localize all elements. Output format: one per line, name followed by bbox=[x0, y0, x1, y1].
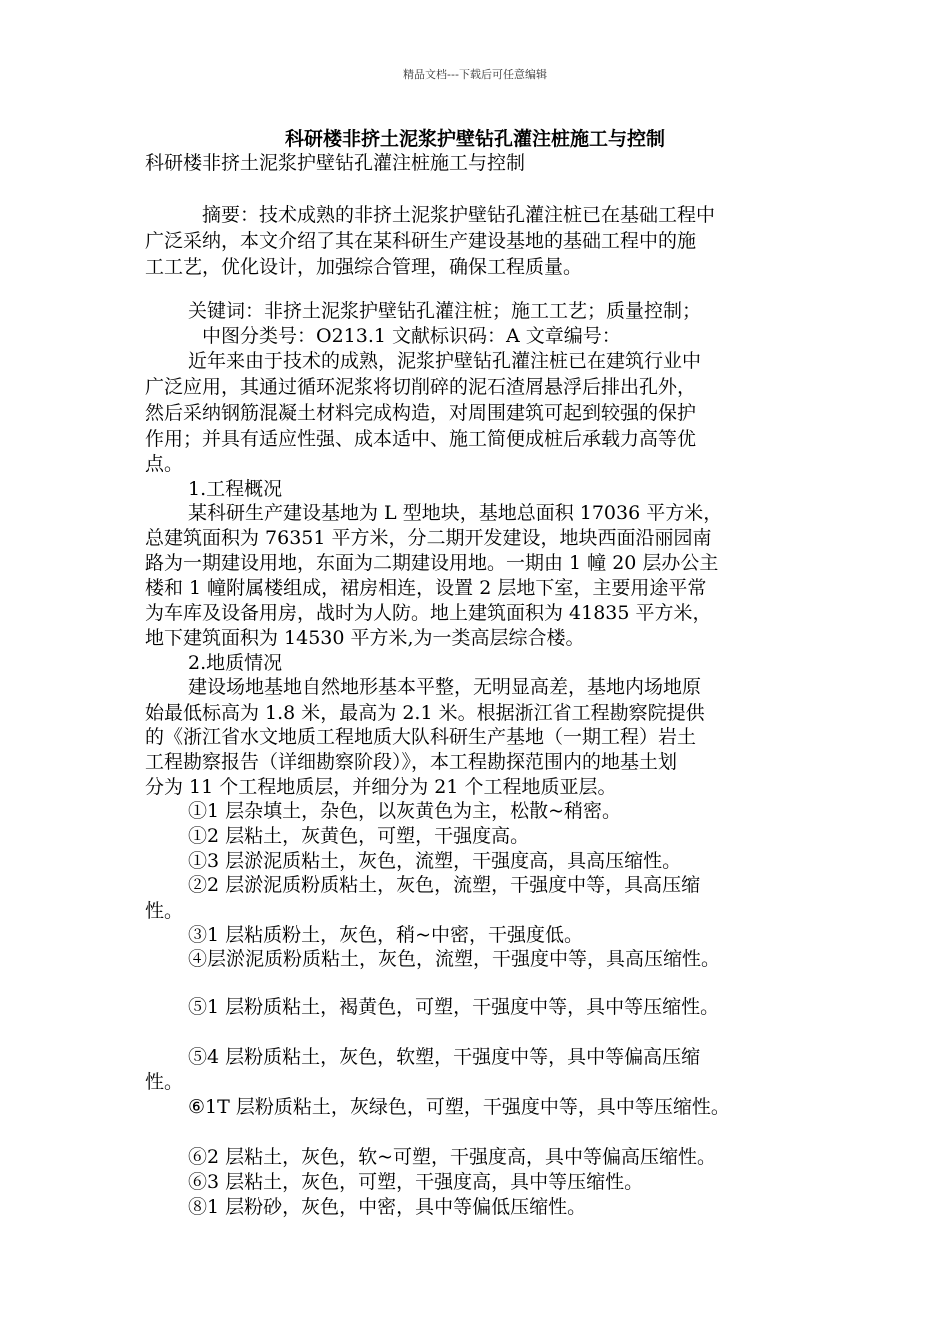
paragraph-line: 点。 bbox=[145, 453, 184, 475]
soil-layer-item: ⑤4 层粉质粘土，灰色，软塑，干强度中等，具中等偏高压缩 bbox=[188, 1046, 701, 1068]
paragraph-line: 建设场地基地自然地形基本平整，无明显高差，基地内场地原 bbox=[188, 676, 702, 698]
soil-layer-item: ④层淤泥质粉质粘土，灰色，流塑，干强度中等，具高压缩性。 bbox=[188, 948, 721, 970]
paragraph-line: 地下建筑面积为 14530 平方米,为一类高层综合楼。 bbox=[145, 627, 585, 649]
soil-layer-item: ⑥3 层粘土，灰色，可塑，干强度高，具中等压缩性。 bbox=[188, 1171, 644, 1193]
soil-layer-item: ⑥1T 层粉质粘土，灰绿色，可塑，干强度中等，具中等压缩性。 bbox=[188, 1096, 730, 1118]
abstract-line: 广泛采纳，本文介绍了其在某科研生产建设基地的基础工程中的施 bbox=[145, 230, 697, 252]
page-header: 精品文档---下载后可任意编辑 bbox=[403, 68, 547, 81]
classification-line: 中图分类号：O213.1 文献标识码：A 文章编号： bbox=[202, 325, 621, 347]
document-title: 科研楼非挤土泥浆护壁钻孔灌注桩施工与控制 bbox=[284, 128, 665, 150]
soil-layer-item: 性。 bbox=[145, 1071, 184, 1093]
section-heading: 2.地质情况 bbox=[188, 652, 283, 674]
paragraph-line: 然后采纳钢筋混凝土材料完成构造，对周围建筑可起到较强的保护 bbox=[145, 402, 697, 424]
soil-layer-item: 性。 bbox=[145, 900, 184, 922]
soil-layer-item: ⑧1 层粉砂，灰色，中密，具中等偏低压缩性。 bbox=[188, 1196, 587, 1218]
paragraph-line: 某科研生产建设基地为 L 型地块，基地总面积 17036 平方米， bbox=[188, 502, 723, 524]
abstract-line: 工工艺，优化设计，加强综合管理，确保工程质量。 bbox=[145, 256, 583, 278]
paragraph-line: 总建筑面积为 76351 平方米，分二期开发建设，地块西面沿丽园南 bbox=[145, 527, 712, 549]
paragraph-line: 为车库及设备用房，战时为人防。地上建筑面积为 41835 平方米， bbox=[145, 602, 712, 624]
paragraph-line: 始最低标高为 1.8 米，最高为 2.1 米。根据浙江省工程勘察院提供 bbox=[145, 702, 705, 724]
section-heading: 1.工程概况 bbox=[188, 478, 283, 500]
paragraph-line: 楼和 1 幢附属楼组成，裙房相连，设置 2 层地下室，主要用途平常 bbox=[145, 577, 707, 599]
paragraph-line: 的《浙江省水文地质工程地质大队科研生产基地（一期工程）岩土 bbox=[145, 726, 697, 748]
paragraph-line: 路为一期建设用地，东面为二期建设用地。一期由 1 幢 20 层办公主 bbox=[145, 552, 719, 574]
paragraph-line: 作用；并具有适应性强、成本适中、施工简便成桩后承载力高等优 bbox=[145, 428, 697, 450]
paragraph-line: 分为 11 个工程地质层，并细分为 21 个工程地质亚层。 bbox=[145, 776, 617, 798]
subtitle-line: 科研楼非挤土泥浆护壁钻孔灌注桩施工与控制 bbox=[145, 152, 526, 174]
soil-layer-item: ②2 层淤泥质粉质粘土，灰色，流塑，干强度中等，具高压缩 bbox=[188, 874, 701, 896]
soil-layer-item: ⑤1 层粉质粘土，褐黄色，可塑，干强度中等，具中等压缩性。 bbox=[188, 996, 720, 1018]
paragraph-line: 工程勘察报告（详细勘察阶段）》，本工程勘探范围内的地基土划 bbox=[145, 751, 678, 773]
keywords-line: 关键词：非挤土泥浆护壁钻孔灌注桩；施工工艺；质量控制； bbox=[188, 300, 702, 322]
abstract-line: 摘要：技术成熟的非挤土泥浆护壁钻孔灌注桩已在基础工程中 bbox=[202, 204, 716, 226]
paragraph-line: 近年来由于技术的成熟，泥浆护壁钻孔灌注桩已在建筑行业中 bbox=[188, 350, 702, 372]
soil-layer-item: ①1 层杂填土，杂色，以灰黄色为主，松散~稍密。 bbox=[188, 800, 622, 822]
soil-layer-item: ①2 层粘土，灰黄色，可塑，干强度高。 bbox=[188, 825, 530, 847]
soil-layer-item: ①3 层淤泥质粘土，灰色，流塑，干强度高，具高压缩性。 bbox=[188, 850, 682, 872]
soil-layer-item: ③1 层粘质粉土，灰色，稍~中密，干强度低。 bbox=[188, 924, 584, 946]
soil-layer-item: ⑥2 层粘土，灰色，软~可塑，干强度高，具中等偏高压缩性。 bbox=[188, 1146, 717, 1168]
paragraph-line: 广泛应用，其通过循环泥浆将切削碎的泥石渣屑悬浮后排出孔外， bbox=[145, 376, 697, 398]
